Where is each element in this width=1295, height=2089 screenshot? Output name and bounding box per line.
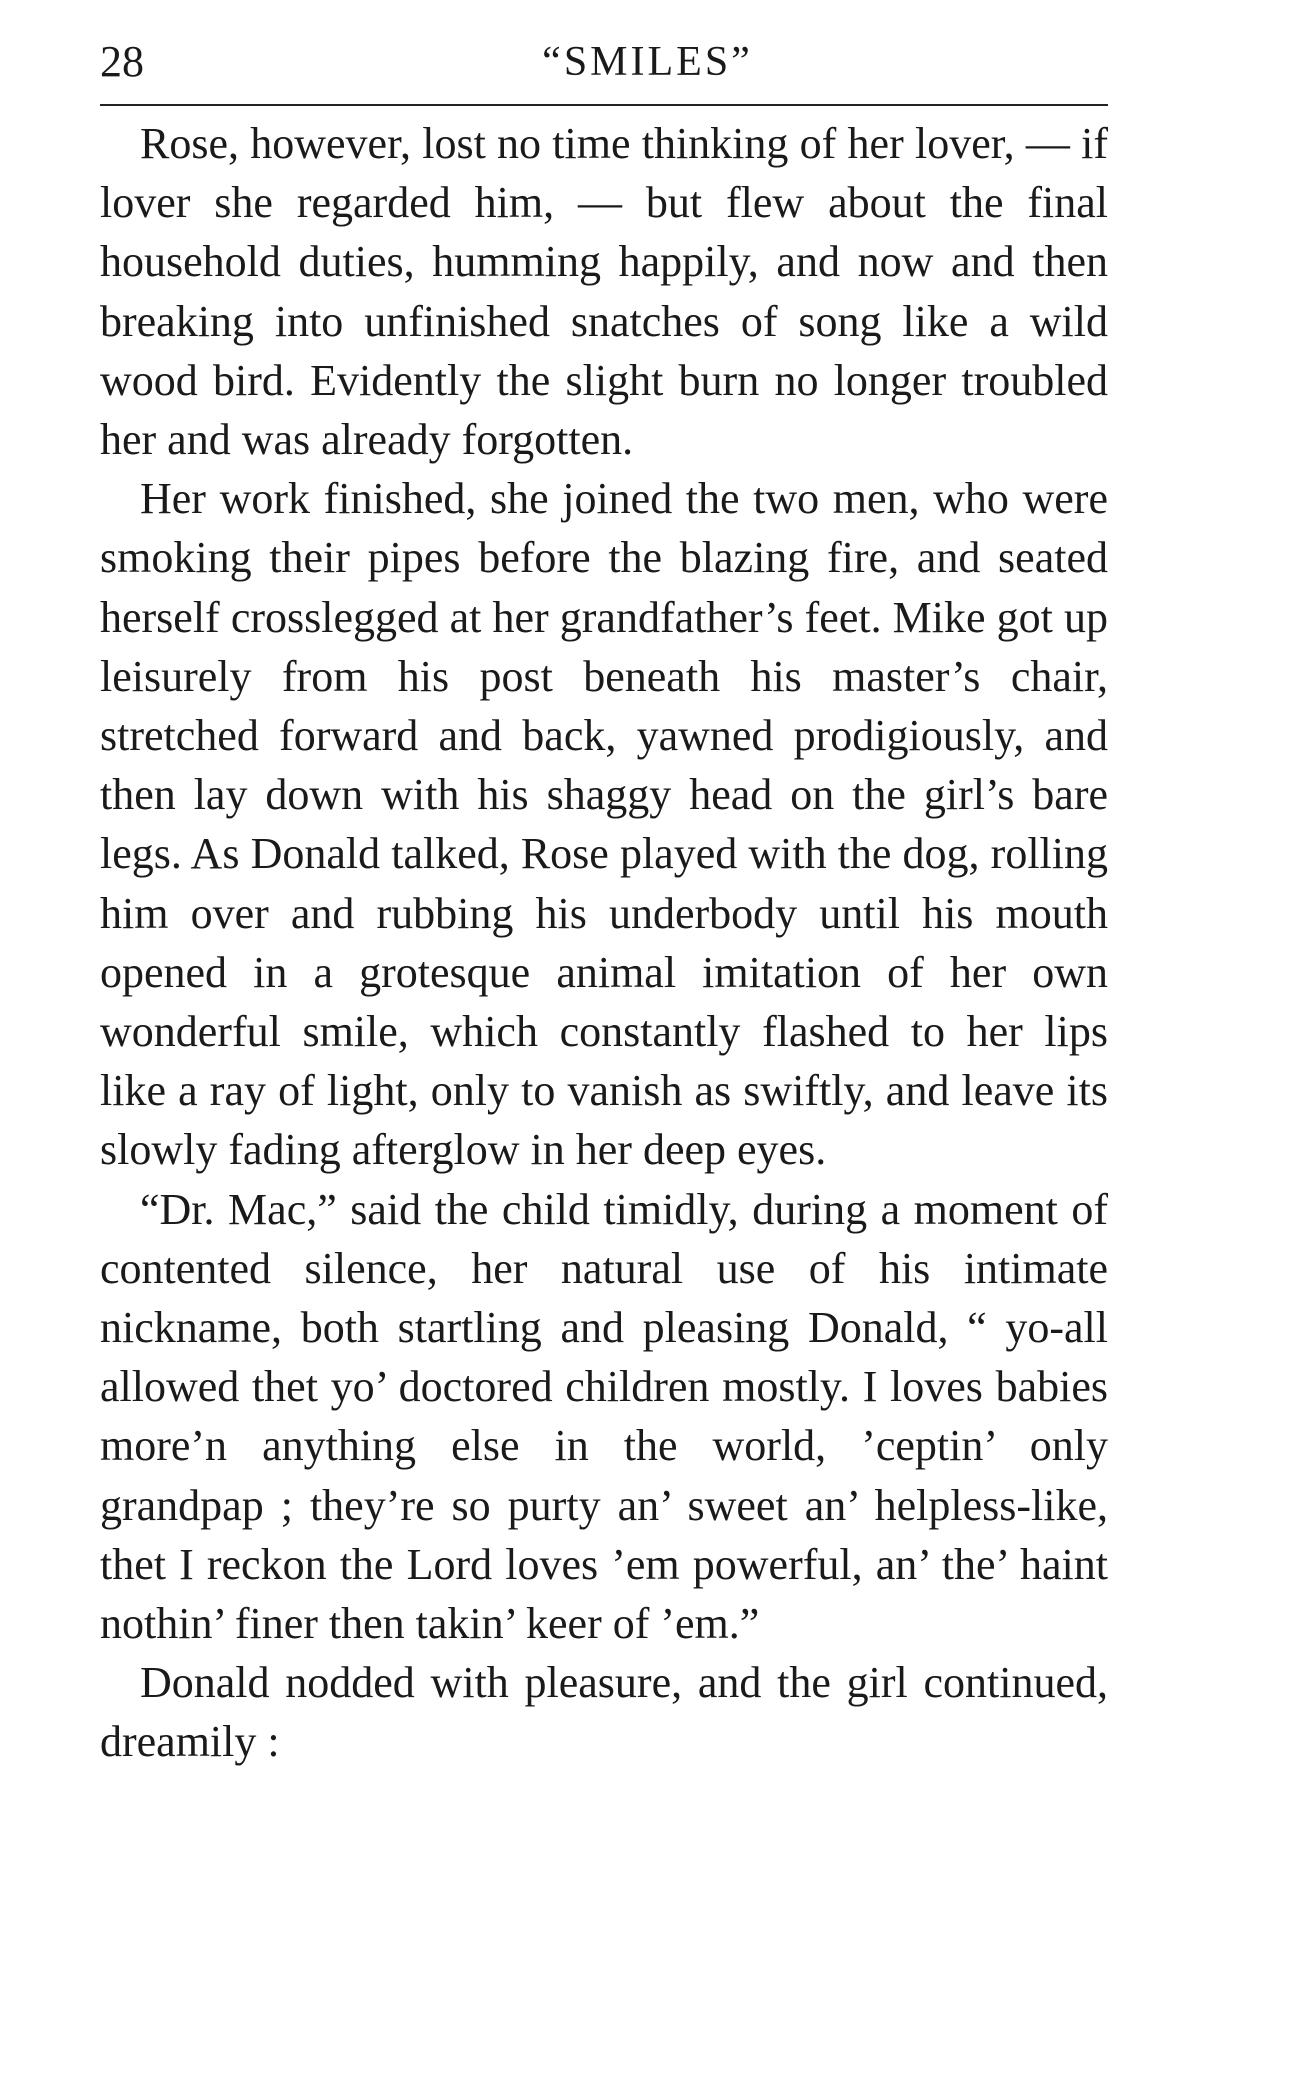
paragraph-1: Rose, however, lost no time thinking of her lover, — if lover she regarded him, — but flew about the final household duties, humming happily, and now and then breaking into unfinished snatches of song like a wild wood bird. Evidently the slight burn no longer troubled her and was already forgotten. [100,119,1108,465]
paragraph-2: Her work finished, she joined the two men, who were smoking their pipes before the blazing fire, and seated herself crosslegged at her grandfather’s feet. Mike got up leisurely from his post beneath his master’s chair, stretched forward and back, yawned prodigiously, and then lay down with his shaggy head on the girl’s bare legs. As Donald talked, Rose played with the dog, rolling him over and rubbing his underbody until his mouth opened in a grotesque animal imitation of her own wonderful smile, which constantly flashed to her lips like a ray of light, only to vanish as swiftly, and leave its slowly fading afterglow in her deep eyes. [100,474,1108,1175]
running-title: “SMILES” [542,39,753,85]
paragraph-3: “Dr. Mac,” said the child timidly, during a moment of contented silence, her natural use of his intimate nickname, both startling and pleasing Donald, “ yo-all allowed thet yo’ doctored children mostly. I loves babies more’n anything else in the world, ’ceptin’ only grandpap ; they’re so purty an’ sweet an’ helpless-like, thet I reckon the Lord loves ’em powerful, an’ the’ haint nothin’ finer then takin’ keer of ’em.” [100,1184,1108,1649]
body-text [100,114,1108,1772]
paragraph-4: Donald nodded with pleasure, and the girl continued, dreamily : [100,1658,1108,1767]
page-number: 28 [100,37,144,86]
header-rule [100,104,1108,106]
